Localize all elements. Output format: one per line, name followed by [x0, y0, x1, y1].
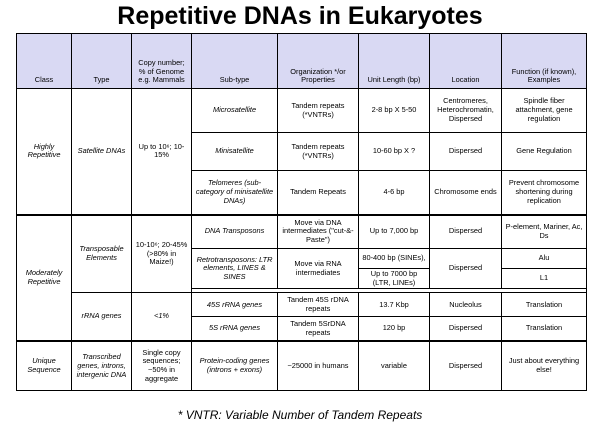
function-cell: Spindle fiber attachment, gene regulation: [502, 89, 587, 133]
footnote: * VNTR: Variable Number of Tandem Repeats: [177, 408, 423, 422]
header-location: Location: [430, 34, 502, 89]
type-cell: Transcribed genes, introns, intergenic DNA: [72, 341, 132, 391]
location-cell: Nucleolus: [430, 293, 502, 317]
subtype-cell: Microsatellite: [192, 89, 278, 133]
function-cell: L1: [502, 269, 587, 289]
unit-length-cell: variable: [359, 341, 430, 391]
page-title: Repetitive DNAs in Eukaryotes: [117, 2, 483, 30]
unit-length-cell: Up to 7,000 bp: [359, 215, 430, 249]
subtype-cell: DNA Transposons: [192, 215, 278, 249]
function-cell: Just about everything else!: [502, 341, 587, 391]
location-cell: Chromosome ends: [430, 171, 502, 215]
organization-cell: Tandem Repeats: [278, 171, 359, 215]
function-cell: Gene Regulation: [502, 133, 587, 171]
subtype-cell: Telomeres (sub-category of minisatellite DNAs): [192, 171, 278, 215]
organization-cell: Tandem 5SrDNA repeats: [278, 317, 359, 341]
table-row: [17, 89, 587, 133]
type-cell: Transposable Elements: [72, 215, 132, 293]
table-row: [17, 293, 587, 317]
class-cell: Unique Sequence: [17, 341, 72, 391]
subtype-cell: 5S rRNA genes: [192, 317, 278, 341]
table-row: [17, 215, 587, 249]
organization-cell: ~25000 in humans: [278, 341, 359, 391]
subtype-cell: 45S rRNA genes: [192, 293, 278, 317]
header-type: Type: [72, 34, 132, 89]
location-cell: Dispersed: [430, 133, 502, 171]
class-cell: Highly Repetitive: [17, 89, 72, 215]
header-subtype: Sub-type: [192, 34, 278, 89]
unit-length-cell: 13.7 Kbp: [359, 293, 430, 317]
copy-cell: Up to 10⁶; 10-15%: [132, 89, 192, 215]
organization-cell: Move via RNA intermediates: [278, 249, 359, 289]
header-copy-number: Copy number; % of Genome e.g. Mammals: [132, 34, 192, 89]
unit-length-cell: 120 bp: [359, 317, 430, 341]
function-cell: P-element, Mariner, Ac, Ds: [502, 215, 587, 249]
header-row: [17, 34, 587, 89]
location-cell: Dispersed: [430, 249, 502, 289]
organization-cell: Tandem 45S rDNA repeats: [278, 293, 359, 317]
function-cell: Translation: [502, 317, 587, 341]
location-cell: Dispersed: [430, 317, 502, 341]
type-cell: rRNA genes: [72, 293, 132, 341]
unit-length-cell: 10-60 bp X ?: [359, 133, 430, 171]
class-cell: Moderately Repetitive: [17, 215, 72, 341]
function-cell: Alu: [502, 249, 587, 269]
unit-length-cell: 2-8 bp X 5-50: [359, 89, 430, 133]
location-cell: Dispersed: [430, 215, 502, 249]
function-cell: Prevent chromosome shortening during replication: [502, 171, 587, 215]
repetitive-dna-table: [16, 33, 587, 391]
subtype-cell: Minisatellite: [192, 133, 278, 171]
header-function: Function (if known), Examples: [502, 34, 587, 89]
organization-cell: Move via DNA intermediates ("cut-&-Paste"): [278, 215, 359, 249]
location-cell: Centromeres, Heterochromatin, Dispersed: [430, 89, 502, 133]
header-class: Class: [17, 34, 72, 89]
copy-cell: 10-10⁶; 20-45% (>80% in Maize!): [132, 215, 192, 293]
unit-length-cell: 4-6 bp: [359, 171, 430, 215]
type-cell: Satellite DNAs: [72, 89, 132, 215]
copy-cell: Single copy sequences; ~50% in aggregate: [132, 341, 192, 391]
header-unit-length: Unit Length (bp): [359, 34, 430, 89]
organization-cell: Tandem repeats (*VNTRs): [278, 133, 359, 171]
organization-cell: Tandem repeats (*VNTRs): [278, 89, 359, 133]
unit-length-cell: 80-400 bp (SINEs),: [359, 249, 430, 269]
function-cell: Translation: [502, 293, 587, 317]
subtype-cell: Protein-coding genes (introns + exons): [192, 341, 278, 391]
table-row: [17, 341, 587, 391]
subtype-cell: Retrotransposons: LTR elements, LINES & SINES: [192, 249, 278, 289]
location-cell: Dispersed: [430, 341, 502, 391]
unit-length-cell: Up to 7000 bp (LTR, LINEs): [359, 269, 430, 289]
header-organization: Organization */or Properties: [278, 34, 359, 89]
copy-cell: <1%: [132, 293, 192, 341]
